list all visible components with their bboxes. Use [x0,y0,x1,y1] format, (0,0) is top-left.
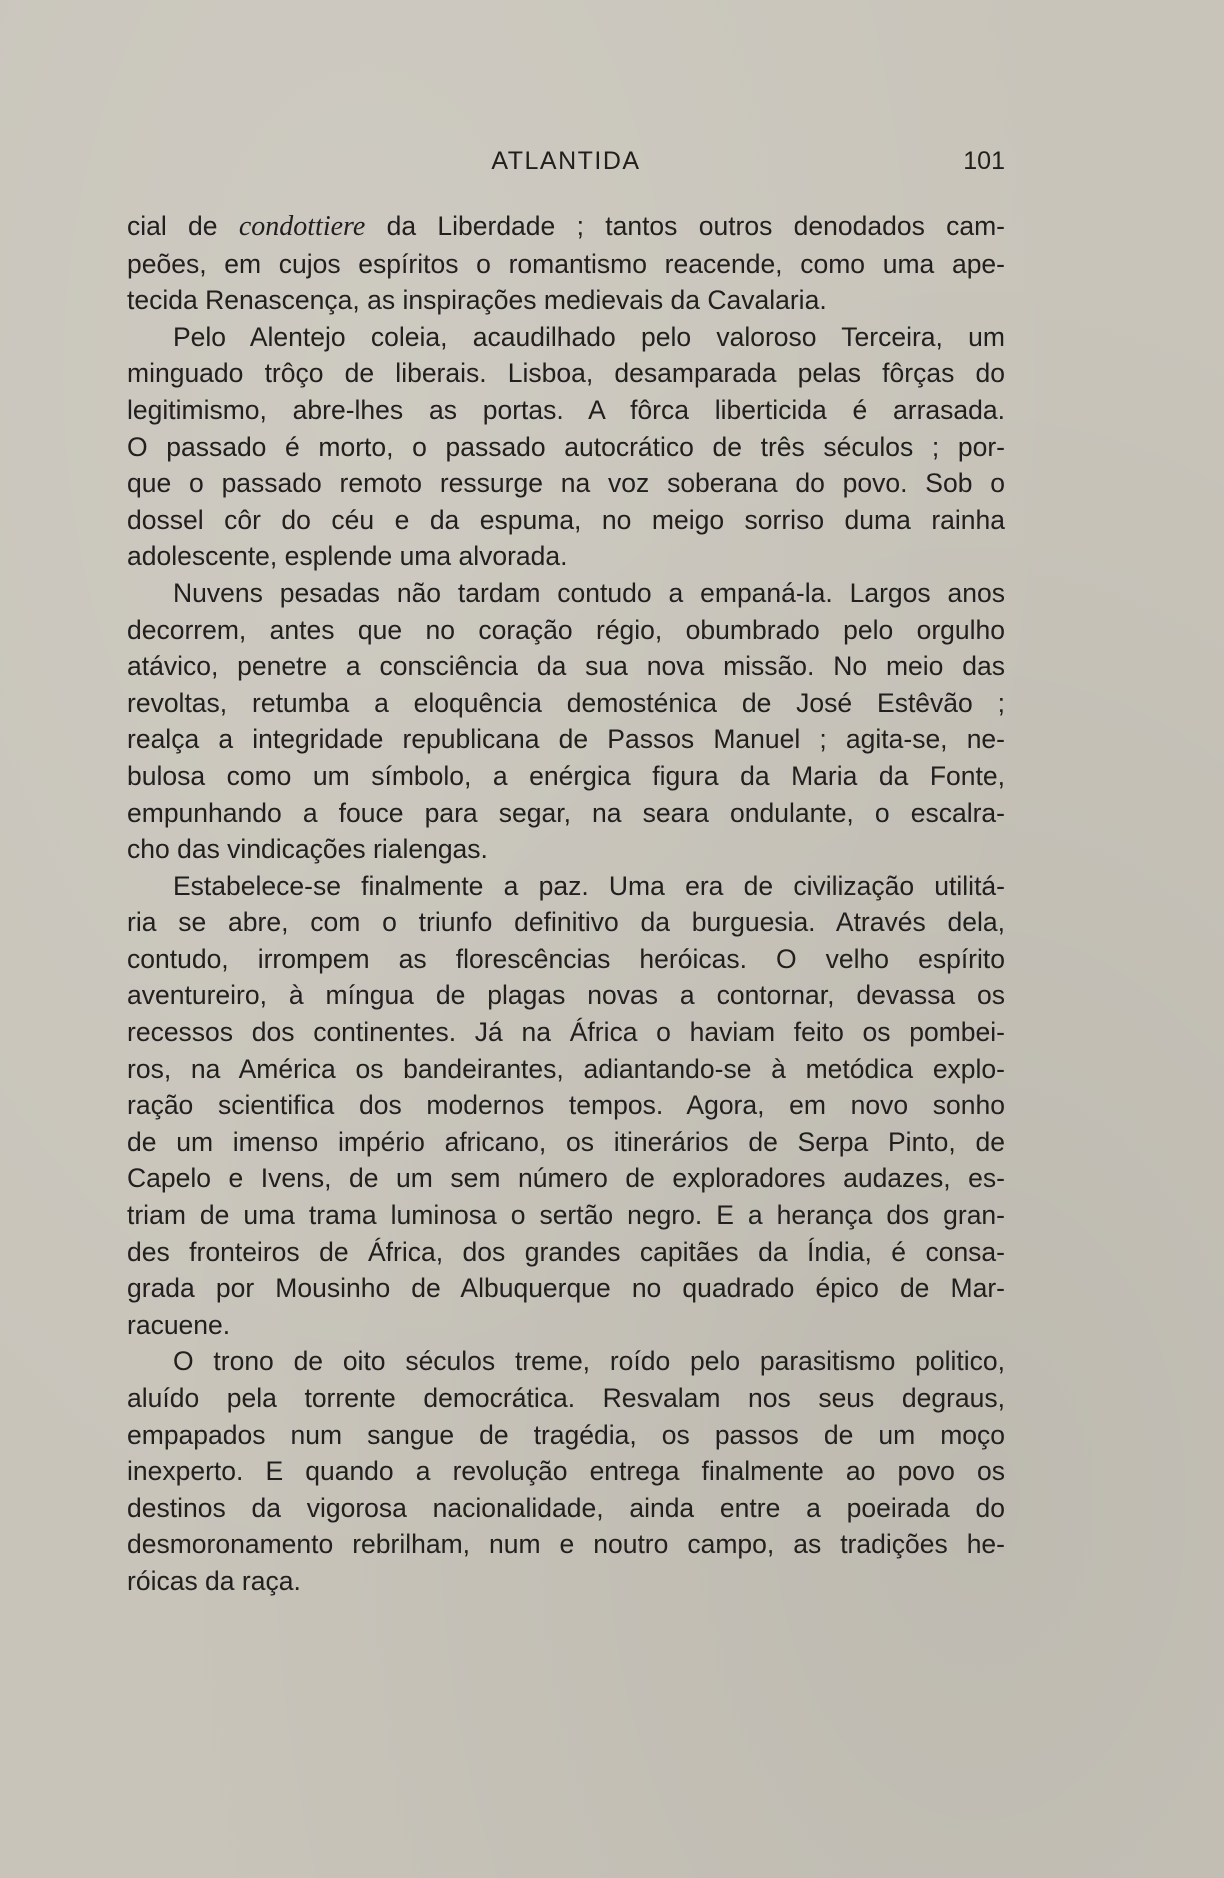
text-line: peões, em cujos espíritos o romantismo reacende, como uma ape- [127,248,1005,279]
text-line: O trono de oito séculos treme, roído pelo parasitismo politico, [173,1346,1005,1377]
text-line: empunhando a fouce para segar, na seara ondulante, o escalra- [127,797,1005,828]
text-line: que o passado remoto ressurge na voz soberana do povo. Sob o [127,468,1005,499]
text-line: desmoronamento rebrilham, num e noutro campo, as tradições he- [127,1529,1005,1560]
text-line: bulosa como um símbolo, a enérgica figura da Maria da Fonte, [127,760,1005,791]
body-text [127,208,1005,1600]
text-line: adolescente, esplende uma alvorada. [127,541,568,572]
text-line: des fronteiros de África, dos grandes capitães da Índia, é consa- [127,1236,1005,1267]
text-line: aluído pela torrente democrática. Resvalam nos seus degraus, [127,1383,1005,1413]
text-line: ria se abre, com o triunfo definitivo da burguesia. Através dela, [127,907,1005,938]
text-line: tecida Renascença, as inspirações medievais da Cavalaria. [127,285,827,316]
paragraph [127,868,1005,1344]
paragraph [127,208,1005,319]
page-header [127,143,1005,179]
text-line: triam de uma trama luminosa o sertão negro. E a herança dos gran- [127,1200,1005,1231]
text-line: destinos da vigorosa nacionalidade, ainda entre a poeirada do [127,1492,1005,1523]
text-line: róicas da raça. [127,1565,301,1596]
italic-term: condottiere [238,211,366,242]
page-number: 101 [963,147,1005,175]
text-line: decorrem, antes que no coração régio, obumbrado pelo orgulho [127,614,1005,645]
text-line: atávico, penetre a consciência da sua nova missão. No meio das [127,651,1005,682]
text-line: Capelo e Ivens, de um sem número de exploradores audazes, es- [127,1163,1005,1194]
text-line: minguado trôço de liberais. Lisboa, desamparada pelas fôrças do [127,358,1005,389]
text-line: grada por Mousinho de Albuquerque no quadrado épico de Mar- [127,1273,1005,1304]
text-line: O passado é morto, o passado autocrático de três séculos ; por- [127,431,1005,462]
text-line: Pelo Alentejo coleia, acaudilhado pelo valoroso Terceira, um [173,321,1005,352]
text-line: empapados num sangue de tragédia, os passos de um moço [127,1419,1005,1450]
text-line: aventureiro, à míngua de plagas novas a contornar, devassa os [127,980,1005,1011]
text-line: ros, na América os bandeirantes, adiantando-se à metódica explo- [127,1053,1005,1084]
text-line: legitimismo, abre-lhes as portas. A fôrca liberticida é arrasada. [127,394,1005,425]
text-line: recessos dos continentes. Já na África o haviam feito os pombei- [127,1017,1005,1048]
text-line: cho das vindicações rialengas. [127,834,488,865]
text-line: de um imenso império africano, os itinerários de Serpa Pinto, de [127,1126,1005,1157]
paragraph [127,575,1005,868]
running-title: ATLANTIDA [491,147,641,175]
text-line: dossel côr do céu e da espuma, no meigo sorriso duma rainha [127,504,1005,535]
text-line: ração scientifica dos modernos tempos. Agora, em novo sonho [127,1090,1005,1121]
text-line: realça a integridade republicana de Passos Manuel ; agita-se, ne- [127,724,1005,755]
text-run: cial de [127,211,239,241]
text-line: revoltas, retumba a eloquência demosténica de José Estêvão ; [127,687,1005,718]
text-line [127,208,1005,246]
text-line: racuene. [127,1309,231,1340]
text-line: contudo, irrompem as florescências heróicas. O velho espírito [127,943,1005,974]
text-line: Nuvens pesadas não tardam contudo a empaná-la. Largos anos [173,577,1005,608]
text-line: inexperto. E quando a revolução entrega finalmente ao povo os [127,1456,1005,1487]
paragraph [127,319,1005,575]
text-run: da Liberdade ; tantos outros denodados cam- [365,211,1006,241]
text-line: Estabelece-se finalmente a paz. Uma era de civilização utilitá- [173,870,1005,901]
paragraph [127,1343,1005,1599]
